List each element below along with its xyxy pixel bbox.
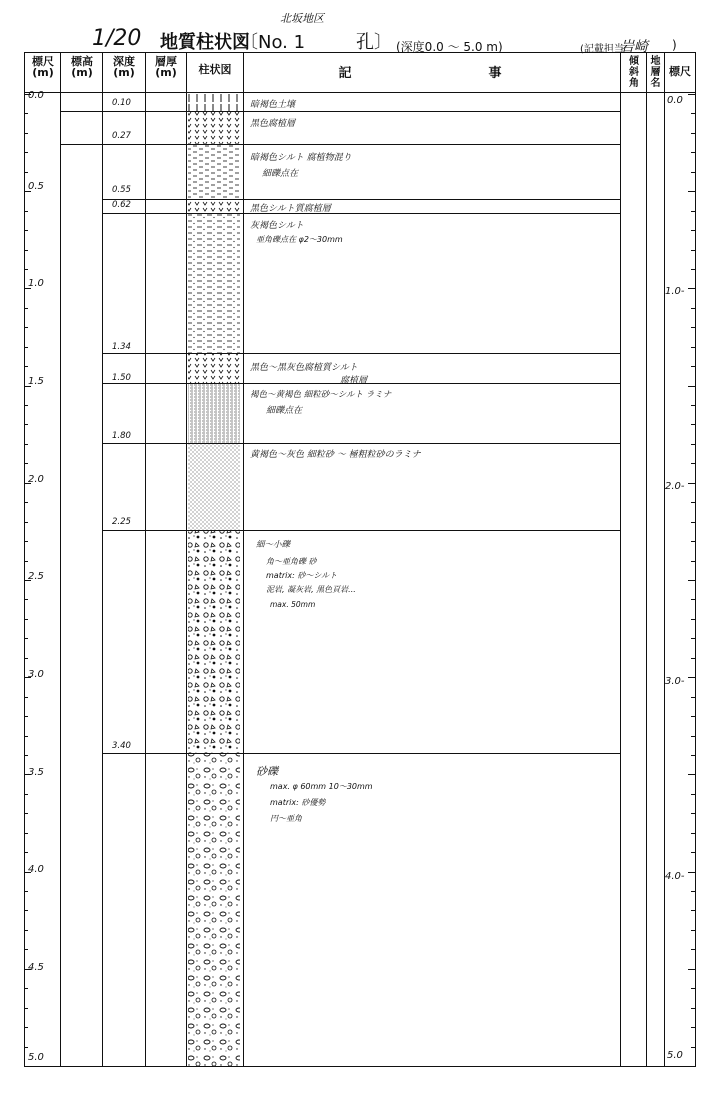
scale-tick <box>688 94 696 95</box>
layer-boundary <box>102 443 620 444</box>
scale-tick <box>24 1066 31 1067</box>
scale-label-left: 4.5 <box>28 962 44 973</box>
scale-tick <box>688 483 696 484</box>
scale-tick <box>24 211 28 212</box>
scale-tick <box>691 522 696 523</box>
scale-tick <box>691 619 696 620</box>
scale-label-right: 4.0- <box>665 871 685 882</box>
layer-description: max. 50mm <box>270 600 316 609</box>
layer-boundary <box>102 213 620 214</box>
elevation-boundary <box>60 111 102 112</box>
recorder-close: ) <box>672 38 677 52</box>
scale-tick <box>691 561 696 562</box>
scale-tick <box>691 949 696 950</box>
scale-tick <box>691 716 696 717</box>
col-head-dip: 傾 斜 角 <box>629 56 639 89</box>
scale-tick <box>24 930 28 931</box>
scale-label-right: 0.0 <box>667 95 683 106</box>
scale-tick <box>24 1008 28 1009</box>
scale-label-left: 3.5 <box>28 767 44 778</box>
scale-tick <box>24 658 28 659</box>
layer-description: matrix: 砂優勢 <box>270 798 326 807</box>
scale-tick <box>24 366 28 367</box>
scale-tick <box>688 386 696 387</box>
layer-description: 黄褐色〜灰色 細粒砂 〜 極粗粒砂のラミナ <box>250 450 421 460</box>
scale-tick <box>691 910 696 911</box>
scale-tick <box>691 308 696 309</box>
scale-tick <box>688 677 696 678</box>
col-divider <box>664 52 665 1067</box>
scale-tick <box>691 152 696 153</box>
layer-description: 細礫点在 <box>262 169 299 179</box>
scale-tick <box>691 327 696 328</box>
scale-tick <box>24 308 28 309</box>
layer-description: 砂礫 <box>256 765 278 778</box>
layer-description: 角〜亜角礫 砂 <box>266 557 317 566</box>
scale-tick <box>691 638 696 639</box>
depth-label: 0.62 <box>112 200 131 210</box>
col-head-thickness: 層厚 (m) <box>155 55 177 79</box>
recorder-name: 岩崎 <box>620 39 648 55</box>
scale-tick <box>691 250 696 251</box>
scale-tick <box>24 172 28 173</box>
layer-boundary <box>102 199 620 200</box>
scale-tick <box>688 1066 696 1067</box>
scale-tick <box>691 930 696 931</box>
scale-label-right: 1.0- <box>665 286 685 297</box>
scale-tick <box>24 152 28 153</box>
depth-label: 2.25 <box>112 517 131 527</box>
layer-description: 腐植層 <box>340 376 368 386</box>
hole-number: 〔No. 1 <box>240 32 306 53</box>
col-divider <box>243 52 244 1067</box>
scale-label-left: 1.0 <box>28 278 44 289</box>
scale-label-left: 0.0 <box>28 90 44 101</box>
scale-tick <box>691 599 696 600</box>
layer-description: 黒色シルト質腐植層 <box>250 204 331 214</box>
hole-suffix: 孔〕 <box>356 32 392 53</box>
layer-description: 黒色〜黒灰色腐植質シルト <box>250 363 358 373</box>
layer-description: 暗褐色土壌 <box>250 100 296 110</box>
scale-tick <box>24 910 28 911</box>
scale-tick <box>24 852 28 853</box>
scale-tick <box>691 347 696 348</box>
layer-boundary <box>102 111 620 112</box>
layer-boundary <box>102 144 620 145</box>
layer-description: 細〜小礫 <box>256 540 291 550</box>
scale-tick <box>691 755 696 756</box>
depth-label: 1.34 <box>112 342 131 352</box>
scale-tick <box>24 638 28 639</box>
layer-description: 暗褐色シルト 腐植物混り <box>250 153 352 163</box>
scale-tick <box>24 405 28 406</box>
scale-label-right: 5.0 <box>667 1050 683 1061</box>
scale-label-left: 0.5 <box>28 181 44 192</box>
scale-tick <box>688 288 696 289</box>
scale-tick <box>691 736 696 737</box>
depth-label: 0.55 <box>112 185 131 195</box>
layer-description: max. φ 60mm 10〜30mm <box>270 782 373 791</box>
recorder-label: (記載担当 <box>580 44 624 55</box>
scale-tick <box>24 230 28 231</box>
scale-tick <box>24 502 28 503</box>
depth-label: 0.10 <box>112 98 131 108</box>
layer-description: 細礫点在 <box>266 406 303 416</box>
layer-boundary <box>102 530 620 531</box>
scale-tick <box>24 347 28 348</box>
scale-tick <box>24 988 28 989</box>
scale-tick <box>691 502 696 503</box>
area-note: 北坂地区 <box>280 12 324 25</box>
scale-tick <box>691 697 696 698</box>
scale-tick <box>24 736 28 737</box>
col-head-desc-b: 事 <box>488 66 502 81</box>
scale-tick <box>24 327 28 328</box>
scale-tick <box>691 405 696 406</box>
depth-label: 1.80 <box>112 431 131 441</box>
scale-tick <box>691 1008 696 1009</box>
depth-range: (深度0.0 〜 5.0 m) <box>396 40 503 54</box>
scale-tick <box>691 269 696 270</box>
layer-description: 褐色〜黄褐色 細粒砂〜シルト ラミナ <box>250 390 392 400</box>
header-row-divider <box>24 92 696 93</box>
depth-label: 0.27 <box>112 131 131 141</box>
scale-tick <box>691 463 696 464</box>
scale-tick <box>24 949 28 950</box>
scale-tick <box>691 891 696 892</box>
depth-label: 1.50 <box>112 373 131 383</box>
scale-tick <box>688 191 696 192</box>
scale-tick <box>24 250 28 251</box>
col-head-scale: 標尺 (m) <box>32 55 54 79</box>
scale-label-left: 3.0 <box>28 669 44 680</box>
layer-description: matrix: 砂〜シルト <box>266 571 338 580</box>
scale-tick <box>691 988 696 989</box>
scale-tick <box>691 658 696 659</box>
col-divider <box>620 52 621 1067</box>
scale-tick <box>24 463 28 464</box>
scale-tick <box>691 133 696 134</box>
scale-tick <box>24 833 28 834</box>
scale-tick <box>24 1047 28 1048</box>
scale-tick <box>688 774 696 775</box>
scale-tick <box>691 794 696 795</box>
scale-tick <box>24 561 28 562</box>
scale-label-left: 5.0 <box>28 1052 44 1063</box>
layer-boundary <box>102 753 620 754</box>
col-divider <box>145 52 146 1067</box>
col-head-formation: 地 層 名 <box>650 56 661 89</box>
scale-tick <box>24 269 28 270</box>
scale-tick <box>691 813 696 814</box>
col-head-elevation: 標高 (m) <box>71 55 93 79</box>
scale-label-left: 1.5 <box>28 376 44 387</box>
scale-tick <box>691 366 696 367</box>
scale-tick <box>691 1027 696 1028</box>
col-head-desc-a: 記 <box>338 66 352 81</box>
scale-tick <box>24 813 28 814</box>
scale-tick <box>691 833 696 834</box>
scale-ratio: 1/20 <box>92 26 142 51</box>
scale-tick <box>691 541 696 542</box>
lithology-column <box>186 93 243 1067</box>
scale-tick <box>24 599 28 600</box>
layer-boundary <box>102 353 620 354</box>
layer-description: 円〜亜角 <box>270 814 302 823</box>
scale-label-left: 2.0 <box>28 474 44 485</box>
layer-description: 亜角礫点在 φ2〜30mm <box>256 235 343 244</box>
layer-description: 泥岩, 凝灰岩, 黒色頁岩... <box>266 585 356 594</box>
scale-tick <box>691 1047 696 1048</box>
scale-tick <box>24 619 28 620</box>
scale-tick <box>691 444 696 445</box>
scale-tick <box>24 1027 28 1028</box>
scale-tick <box>24 541 28 542</box>
scale-tick <box>691 113 696 114</box>
scale-tick <box>24 444 28 445</box>
scale-tick <box>24 133 28 134</box>
scale-label-left: 2.5 <box>28 571 44 582</box>
layer-description: 黒色腐植層 <box>250 119 296 129</box>
scale-tick <box>24 794 28 795</box>
scale-tick <box>688 872 696 873</box>
scale-tick <box>24 755 28 756</box>
col-head-scale-right: 標尺 <box>669 65 691 78</box>
scale-tick <box>691 211 696 212</box>
scale-tick <box>24 697 28 698</box>
scale-tick <box>688 580 696 581</box>
scale-tick <box>24 891 28 892</box>
scale-label-left: 4.0 <box>28 864 44 875</box>
depth-label: 3.40 <box>112 741 131 751</box>
col-divider <box>60 52 61 1067</box>
scale-tick <box>691 852 696 853</box>
sheet-title: 地質柱状図 <box>160 32 250 53</box>
scale-tick <box>24 716 28 717</box>
scale-tick <box>691 424 696 425</box>
scale-tick <box>24 522 28 523</box>
scale-label-right: 2.0- <box>665 481 685 492</box>
scale-tick <box>24 424 28 425</box>
scale-label-right: 3.0- <box>665 676 685 687</box>
scale-tick <box>24 113 28 114</box>
elevation-boundary <box>60 144 102 145</box>
scale-tick <box>688 969 696 970</box>
col-head-depth: 深度 (m) <box>113 55 135 79</box>
col-divider <box>102 52 103 1067</box>
scale-tick <box>691 230 696 231</box>
layer-description: 灰褐色シルト <box>250 221 304 231</box>
scale-tick <box>691 172 696 173</box>
col-divider <box>646 52 647 1067</box>
col-head-column: 柱状図 <box>198 63 232 76</box>
